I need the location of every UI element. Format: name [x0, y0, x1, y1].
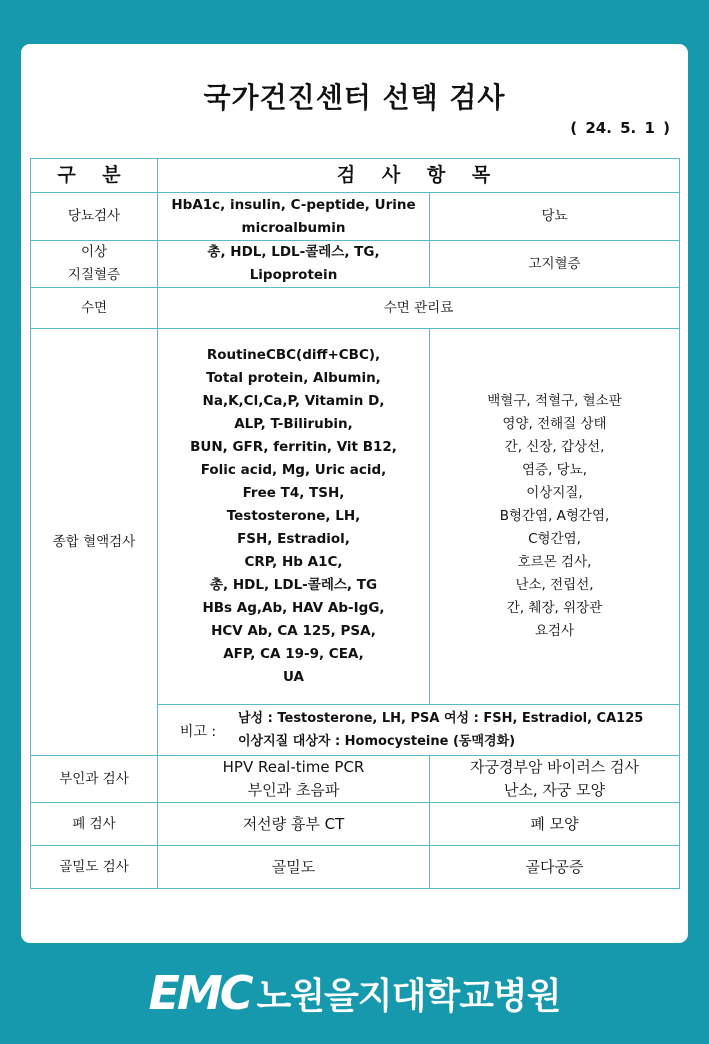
page-title: 국가건진센터 선택 검사 [203, 81, 506, 114]
hospital-logo [0, 958, 709, 1028]
row-category: 골밀도 검사 [31, 846, 158, 889]
notes-line-gender: 남성 : Testosterone, LH, PSA 여성 : FSH, Estradiol, CA125 [238, 711, 644, 726]
row-targets: 골다공증 [430, 846, 680, 889]
row-items: 저선량 흉부 CT [158, 803, 430, 846]
row-targets: 고지혈증 [430, 241, 680, 288]
row-items: 총, HDL, LDL-콜레스, TG, Lipoprotein [158, 241, 430, 288]
table-row [31, 329, 680, 705]
table-row [31, 193, 680, 241]
row-category: 종합 혈액검사 [31, 329, 158, 756]
row-category: 당뇨검사 [31, 193, 158, 241]
row-category: 부인과 검사 [31, 756, 158, 803]
table-row [31, 756, 680, 803]
issue-date: ( 24. 5. 1 ) [570, 119, 670, 137]
row-category: 이상 지질혈증 [31, 241, 158, 288]
row-category: 수면 [31, 288, 158, 329]
header-category: 구 분 [31, 159, 158, 193]
header-items: 검 사 항 목 [158, 159, 680, 193]
table-row [31, 846, 680, 889]
notes-line-lipid: 이상지질 대상자 : Homocysteine (동맥경화) [238, 734, 516, 749]
row-targets: 폐 모양 [430, 803, 680, 846]
row-category: 폐 검사 [31, 803, 158, 846]
row-items: 골밀도 [158, 846, 430, 889]
table-row [31, 241, 680, 288]
row-targets: 자궁경부암 바이러스 검사 난소, 자궁 모양 [430, 756, 680, 803]
table-row [31, 803, 680, 846]
row-targets: 백혈구, 적혈구, 혈소판 영양, 전해질 상태 간, 신장, 갑상선, 염증, 당뇨, 이상지질, B형간염, A형간염, C형간염, 호르몬 검사, 난소, 전립선, 간, 췌장, 위장관 요검사 [430, 329, 680, 705]
row-items: 수면 관리료 [158, 288, 680, 329]
notes-cell [158, 705, 680, 756]
hospital-name: 노원을지대학교병원 [256, 975, 561, 1017]
row-items: HPV Real-time PCR 부인과 초음파 [158, 756, 430, 803]
row-items: RoutineCBC(diff+CBC), Total protein, Albumin, Na,K,Cl,Ca,P, Vitamin D, ALP, T-Bilirubin, BUN, GFR, ferritin, Vit B12, Folic acid, Mg, Uric acid, Free T4, TSH, Testosterone, LH, FSH, Estradiol, CRP, Hb A1C, 총, HDL, LDL-콜레스, TG HBs Ag,Ab, HAV Ab-IgG, HCV Ab, CA 125, PSA, AFP, CA 19-9, CEA, UA [158, 329, 430, 705]
row-targets: 당뇨 [430, 193, 680, 241]
exam-table [30, 158, 680, 889]
row-items: HbA1c, insulin, C-peptide, Urine microalbumin [158, 193, 430, 241]
table-header-row [31, 159, 680, 193]
notes-label: 비고 : [179, 723, 217, 740]
emc-logo-mark: EMC [148, 966, 251, 1020]
table-row [31, 288, 680, 329]
